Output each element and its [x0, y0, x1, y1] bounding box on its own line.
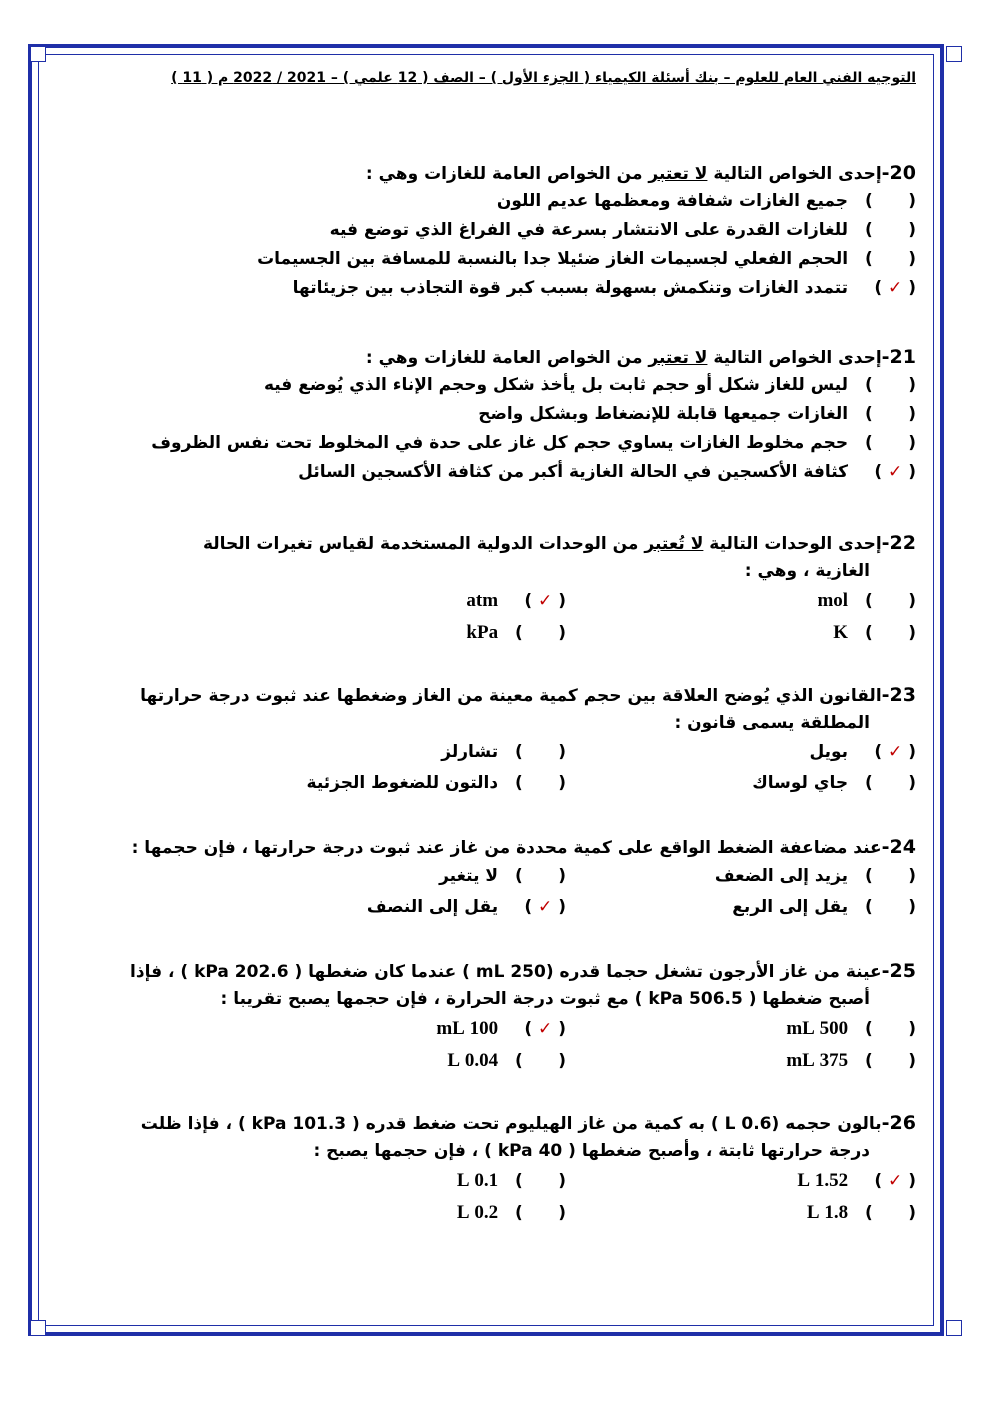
- answer-option[interactable]: ( ✓ ) يقل إلى النصف: [366, 897, 566, 917]
- answer-option[interactable]: ( ) للغازات القدرة على الانتشار بسرعة في الفراغ الذي توضع فيه: [329, 220, 916, 240]
- check-icon: ✓: [538, 591, 553, 611]
- question-number: 24-: [881, 836, 916, 858]
- answer-option[interactable]: ( ) 1.8 L: [806, 1202, 916, 1223]
- answer-option[interactable]: ( ) 0.04 L: [447, 1050, 566, 1071]
- answer-option[interactable]: ( ✓ ) 100 mL: [436, 1018, 566, 1039]
- answer-option[interactable]: ( ) 375 mL: [786, 1050, 916, 1071]
- question-25: 25-عينة من غاز الأرجون تشغل حجما قدره (250 mL ) عندما كان ضغطها ( 202.6 kPa ) ، فإذا أصبح ضغطها ( 506.5 kPa ) مع ثبوت درجة الحرارة ، فإن حجمها يصبح تقريبا : ( ) 500 mL ( ✓ ) 100 mL ( ) 375 mL ( ) 0.04 L: [80, 958, 916, 1077]
- answer-option[interactable]: ( ✓ ) 1.52 L: [797, 1170, 916, 1191]
- check-icon: ✓: [538, 1019, 553, 1039]
- answer-option[interactable]: ( ) جاي لوساك: [752, 773, 916, 793]
- answer-option[interactable]: ( ) دالتون للضغوط الجزئية: [306, 773, 566, 793]
- answer-option[interactable]: ( ) ليس للغاز شكل أو حجم ثابت بل يأخذ شكل وحجم الإناء الذي يُوضع فيه: [263, 375, 916, 395]
- question-24: [80, 834, 916, 923]
- corner-ornament: [946, 1320, 962, 1336]
- answer-option[interactable]: ( ✓ ) بويل: [809, 742, 916, 762]
- question-number: 26-: [881, 1112, 916, 1134]
- options-grid: [80, 861, 916, 923]
- answer-option[interactable]: ( ) 500 mL: [786, 1018, 916, 1039]
- question-stem: 20-إحدى الخواص التالية لا تعتبر من الخواص العامة للغازات وهي :: [365, 162, 916, 184]
- answer-option[interactable]: ( ) 0.2 L: [456, 1202, 566, 1223]
- question-number: 22-: [881, 532, 916, 554]
- question-stem: 23-القانون الذي يُوضح العلاقة بين حجم كمية معينة من الغاز وضغطها عند ثبوت درجة حرارتها: [140, 684, 916, 706]
- answer-option[interactable]: ( ) 0.1 L: [456, 1170, 566, 1191]
- answer-option[interactable]: ( ✓ ) كثافة الأكسجين في الحالة الغازية أكبر من كثافة الأكسجين السائل: [298, 462, 916, 482]
- answer-option[interactable]: ( ) kPa: [466, 622, 566, 643]
- corner-ornament: [946, 46, 962, 62]
- question-stem: 24-عند مضاعفة الضغط الواقع على كمية محددة من غاز عند ثبوت درجة حرارتها ، فإن حجمها :: [131, 836, 916, 858]
- answer-option[interactable]: ( ) mol: [817, 590, 916, 611]
- answer-option[interactable]: ( ) K: [833, 622, 916, 643]
- question-21: [80, 344, 916, 487]
- page-header: التوجيه الفني العام للعلوم – بنك أسئلة الكيمياء ( الجزء الأول ) – الصف ( 12 علمي ) – 2021 / 2022 م ( 11 ): [171, 70, 916, 86]
- check-icon: ✓: [888, 1171, 903, 1191]
- corner-ornament: [30, 46, 46, 62]
- answer-option[interactable]: ( ) جميع الغازات شفافة ومعظمها عديم اللون: [496, 191, 916, 211]
- question-stem: 25-عينة من غاز الأرجون تشغل حجما قدره (250 mL ) عندما كان ضغطها ( 202.6 kPa ) ، فإذا: [130, 960, 916, 982]
- question-20: [80, 160, 916, 303]
- answer-option[interactable]: ( ) الحجم الفعلي لجسيمات الغاز ضئيلا جدا بالنسبة للمسافة بين الجسيمات: [257, 249, 916, 269]
- answer-option[interactable]: ( ) تشارلز: [441, 742, 566, 762]
- question-number: 20-: [881, 162, 916, 184]
- question-stem: 21-إحدى الخواص التالية لا تعتبر من الخواص العامة للغازات وهي :: [365, 346, 916, 368]
- answer-option[interactable]: ( ) يزيد إلى الضعف: [714, 866, 916, 886]
- corner-ornament: [30, 1320, 46, 1336]
- answer-option[interactable]: ( ) لا يتغير: [439, 866, 566, 886]
- question-number: 21-: [881, 346, 916, 368]
- check-icon: ✓: [888, 278, 903, 298]
- question-26: 26-بالون حجمه (0.6 L ) به كمية من غاز الهيليوم تحت ضغط قدره ( 101.3 kPa ) ، فإذا ظلت درجة حرارتها ثابتة ، وأصبح ضغطها ( 40 kPa ) ، فإن حجمها يصبح : ( ✓ ) 1.52 L ( ) 0.1 L ( ) 1.8 L ( ) 0.2 L: [80, 1110, 916, 1229]
- answer-option[interactable]: ( ) الغازات جميعها قابلة للإنضغاط وبشكل واضح: [478, 404, 916, 424]
- question-stem: 22-إحدى الوحدات التالية لا تُعتبر من الوحدات الدولية المستخدمة لقياس تغيرات الحالة: [202, 532, 916, 554]
- check-icon: ✓: [538, 897, 553, 917]
- answer-option[interactable]: ( ✓ ) تتمدد الغازات وتنكمش بسهولة بسبب كبر قوة التجاذب بين جزيئاتها: [292, 278, 916, 298]
- question-22: 22-إحدى الوحدات التالية لا تُعتبر من الوحدات الدولية المستخدمة لقياس تغيرات الحالة الغازية ، وهي : ( ) mol ( ✓ ) atm ( ) K ( ) kPa: [80, 530, 916, 649]
- options-grid: [80, 585, 916, 649]
- options-grid: [80, 1013, 916, 1077]
- answer-option[interactable]: ( ) حجم مخلوط الغازات يساوي حجم كل غاز على حدة في المخلوط تحت نفس الظروف: [151, 433, 916, 453]
- answer-option[interactable]: ( ✓ ) atm: [466, 590, 566, 611]
- options-grid: [80, 737, 916, 799]
- question-stem: 26-بالون حجمه (0.6 L ) به كمية من غاز الهيليوم تحت ضغط قدره ( 101.3 kPa ) ، فإذا ظلت: [140, 1112, 916, 1134]
- options-grid: [80, 1165, 916, 1229]
- question-number: 25-: [881, 960, 916, 982]
- question-23: 23-القانون الذي يُوضح العلاقة بين حجم كمية معينة من الغاز وضغطها عند ثبوت درجة حرارتها المطلقة يسمى قانون : ( ✓ ) بويل ( ) تشارلز ( ) جاي لوساك ( ) دالتون للضغوط الجزئية: [80, 682, 916, 799]
- answer-option[interactable]: ( ) يقل إلى الربع: [732, 897, 916, 917]
- check-icon: ✓: [888, 462, 903, 482]
- question-number: 23-: [881, 684, 916, 706]
- check-icon: ✓: [888, 742, 903, 762]
